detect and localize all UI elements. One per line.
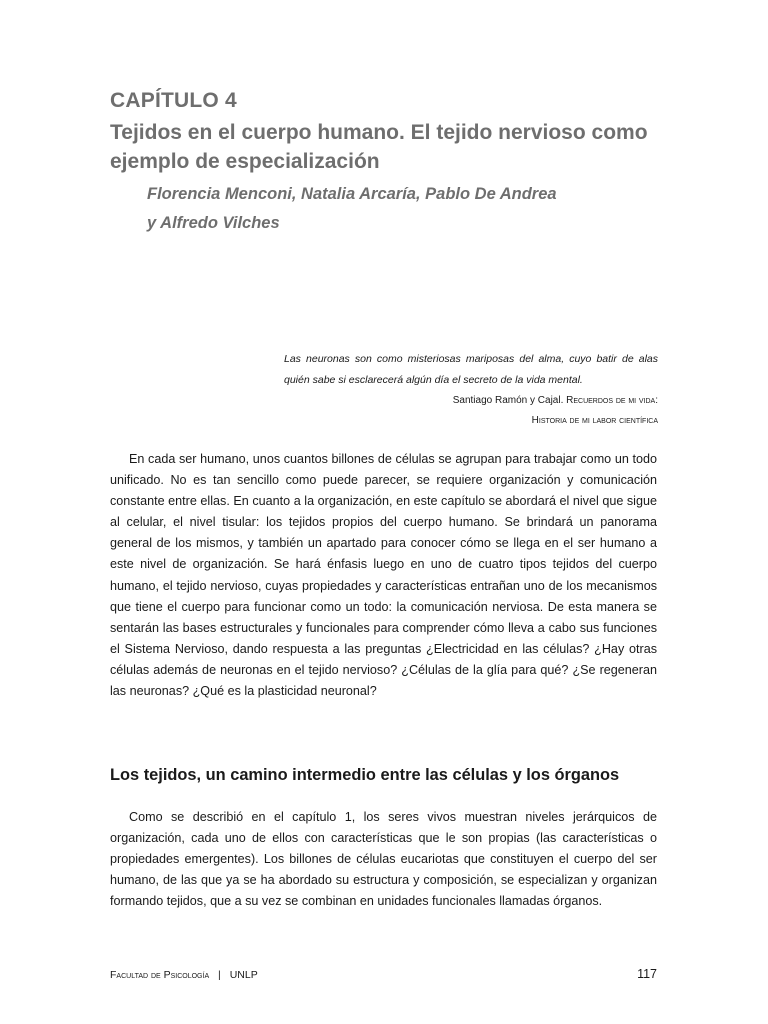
footer-university: UNLP bbox=[229, 969, 258, 981]
authors-line-2: y Alfredo Vilches bbox=[147, 214, 280, 232]
chapter-label: CAPÍTULO 4 bbox=[110, 89, 237, 112]
footer-left bbox=[110, 969, 258, 981]
epigraph-quote: Las neuronas son como misteriosas mariposas del alma, cuyo batir de alas quién sabe si esclarecerá algún día el secreto de la vida mental. bbox=[284, 353, 658, 386]
section-heading: Los tejidos, un camino intermedio entre las células y los órganos bbox=[110, 766, 620, 784]
epigraph-source-line-1: Recuerdos de mi vida: bbox=[566, 395, 658, 406]
epigraph-source-line-2: Historia de mi labor científica bbox=[531, 415, 658, 426]
authors-line-1: Florencia Menconi, Natalia Arcaría, Pablo De Andrea bbox=[147, 185, 557, 203]
intro-paragraph: En cada ser humano, unos cuantos billones de células se agrupan para trabajar como un todo unificado. No es tan sencillo como puede parecer, se requiere organización y comunicación constante entre ellas. En cuanto a la organización, en este capítulo se abordará el nivel que sigue al celular, el nivel tisular: los tejidos propios del cuerpo humano. Se brindará un panorama general de los mismos, y también un apartado para conocer cómo se llega en el ser humano a este nivel de organización. Se hará énfasis luego en uno de cuatro tipos tejidos del cuerpo humano, el tejido nervioso, cuyas propiedades y características entrañan uno de los mecanismos que tiene el cuerpo para funcionar como un todo: la comunicación nerviosa. De esta manera se sentarán las bases estructurales y funcionales para comprender cómo lleva a cabo sus funciones el Sistema Nervioso, dando respuesta a las preguntas ¿Electricidad en las células? ¿Hay otras células además de neuronas en el tejido nervioso? ¿Células de la glía para qué? ¿Se regeneran las neuronas? ¿Qué es la plasticidad neuronal? bbox=[110, 452, 657, 699]
footer-separator: | bbox=[218, 969, 221, 981]
page-footer bbox=[110, 967, 657, 985]
page-number: 117 bbox=[637, 967, 657, 981]
section-paragraph: Como se describió en el capítulo 1, los seres vivos muestran niveles jerárquicos de organización, cada uno de ellos con características que le son propias (las características o propiedades emergentes). Los billones de células eucariotas que constituyen el cuerpo del ser humano, de las que ya se ha abordado su estructura y composición, se especializan y organizan formando tejidos, que a su vez se combinan en unidades funcionales llamadas órganos. bbox=[110, 810, 657, 909]
epigraph-author: Santiago Ramón y Cajal. bbox=[452, 395, 564, 406]
chapter-authors bbox=[147, 180, 667, 238]
chapter-title: Tejidos en el cuerpo humano. El tejido nervioso como ejemplo de especialización bbox=[110, 121, 648, 173]
footer-faculty: Facultad de Psicología bbox=[110, 969, 210, 981]
epigraph-attribution bbox=[284, 391, 658, 431]
